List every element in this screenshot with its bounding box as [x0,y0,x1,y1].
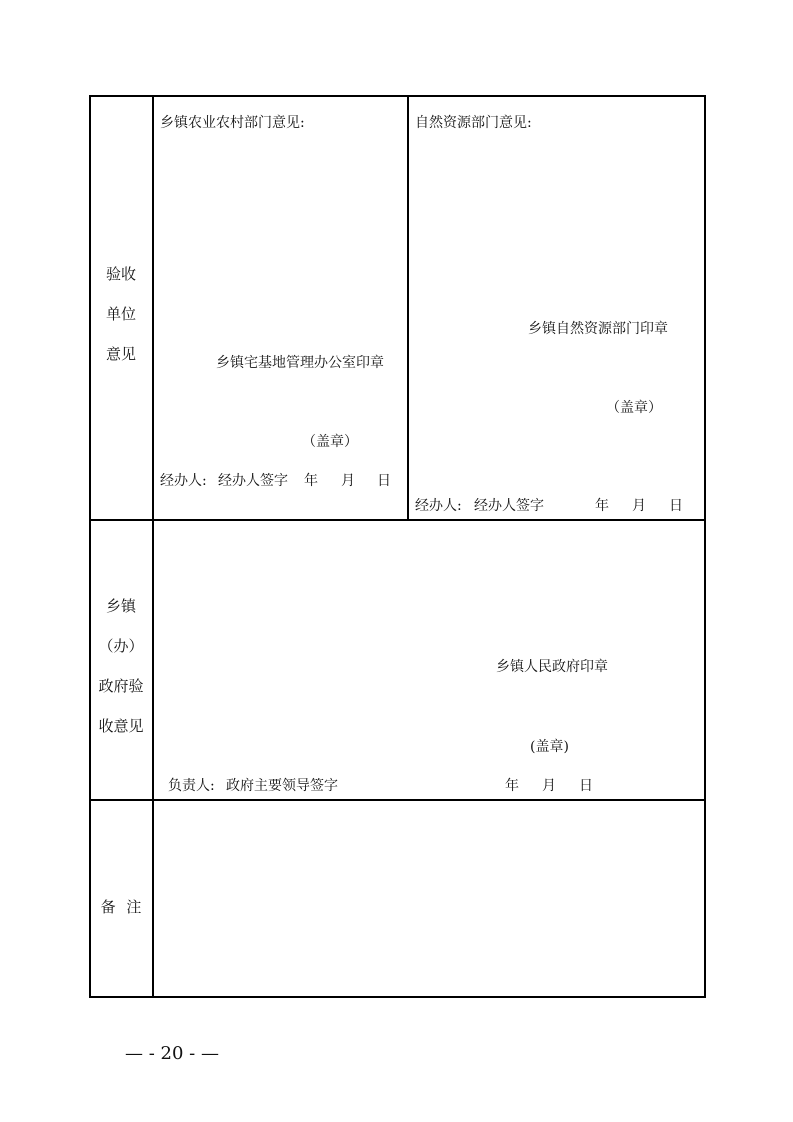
agri-dept-opinion-title: 乡镇农业农村部门意见: [160,115,305,131]
township-leader-label: 负责人: [168,778,215,794]
township-leader-signature: 政府主要领导签字 [226,778,338,794]
table-right-border [704,95,706,998]
agri-dept-seal-name: 乡镇宅基地管理办公室印章 [216,355,384,371]
table-top-border [89,95,705,97]
label-column-divider [152,95,154,998]
agri-dept-date-month: 月 [341,473,355,489]
township-government-label [89,586,153,746]
township-government-seal-note: (盖章) [530,739,569,755]
township-date-year: 年 [505,778,519,794]
acceptance-unit-label-line-3: 意见 [105,345,136,363]
township-government-label-line-4: 收意见 [98,717,144,735]
township-date-day: 日 [579,778,593,794]
natural-resources-opinion-title: 自然资源部门意见: [415,115,532,131]
table-left-border [89,95,91,998]
township-government-label-line-1: 乡镇 [105,597,136,615]
page-number: — - 20 - — [125,1043,219,1064]
township-date-month: 月 [542,778,556,794]
acceptance-unit-label-line-1: 验收 [105,265,136,283]
natural-resources-seal-note: （盖章） [606,400,662,416]
natural-resources-handler-signature: 经办人签字 [474,498,544,514]
natural-resources-date-month: 月 [632,498,646,514]
table-bottom-border [89,996,705,998]
township-government-label-line-2: （办） [98,637,144,655]
opinion-column-divider [407,95,409,520]
natural-resources-handler-label: 经办人: [415,498,462,514]
agri-dept-handler-signature: 经办人签字 [218,473,288,489]
row-divider-2 [89,799,705,801]
acceptance-unit-label [89,254,153,374]
acceptance-unit-label-line-2: 单位 [105,305,136,323]
agri-dept-date-day: 日 [377,473,391,489]
agri-dept-seal-note: （盖章） [302,434,358,450]
natural-resources-date-year: 年 [595,498,609,514]
remarks-label: 备 注 [100,898,142,916]
natural-resources-date-day: 日 [669,498,683,514]
agri-dept-date-year: 年 [304,473,318,489]
township-government-label-line-3: 政府验 [98,677,144,695]
township-government-seal-name: 乡镇人民政府印章 [496,659,608,675]
agri-dept-handler-label: 经办人: [160,473,207,489]
row-divider-1 [89,519,705,521]
natural-resources-seal-name: 乡镇自然资源部门印章 [528,321,668,337]
